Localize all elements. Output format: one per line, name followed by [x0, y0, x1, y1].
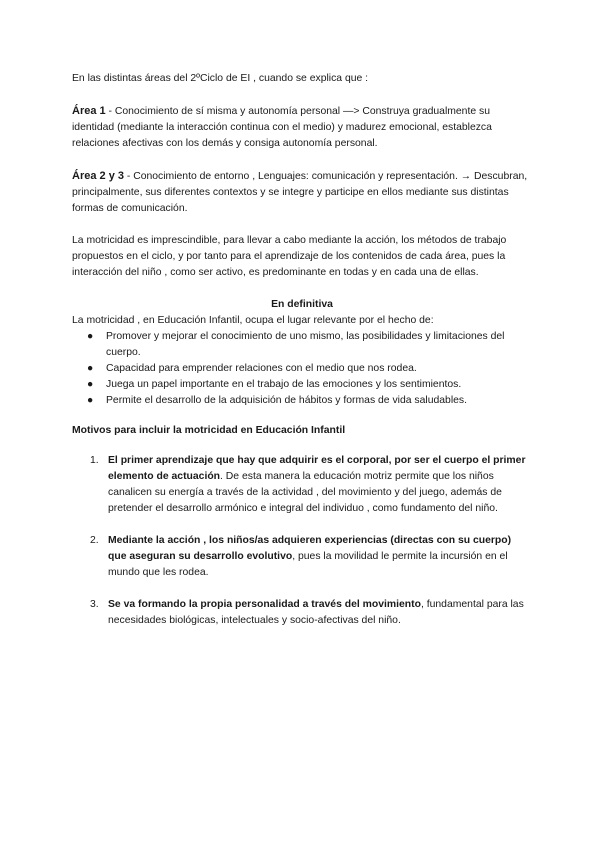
item-number: 3. [90, 599, 99, 610]
area-2-3-text: - Conocimiento de entorno , Lenguajes: comunicación y representación. → Descubran, principalmente, sus diferentes contextos y se integre y participe en ellos mediante sus distintas formas de comunicación. [72, 171, 528, 214]
motricidad-paragraph: La motricidad es imprescindible, para llevar a cabo mediante la acción, los métodos de trabajo propuestos en el ciclo, y por tanto para el aprendizaje de los contenidos de cada área, pues la interacción del niño , como ser activo, es predominante en todas y en cada una de ellas. [72, 235, 507, 278]
item-text: . De esta manera la educación motriz permite que los niños canalicen su energía a través de la actividad , del movimiento y del juego, además de pretender el desarrollo armónico e integral del individuo , como fundamento del niño. [108, 471, 502, 514]
bullet-icon: ● [87, 379, 94, 390]
item-bold-text: Mediante la acción , los niños/as adquieren experiencias (directas con su cuerpo) que aseguran su desarrollo evolutivo [108, 535, 512, 562]
list-item-text: Capacidad para emprender relaciones con el medio que nos rodea. [106, 363, 417, 374]
area-1-paragraph [72, 103, 532, 152]
item-bold-text: El primer aprendizaje que hay que adquirir es el corporal, por ser el cuerpo el primer elemento de actuación [108, 455, 526, 482]
definitiva-bullet-list [72, 329, 532, 409]
list-item [72, 453, 532, 517]
list-item [72, 329, 532, 361]
list-item-text: Promover y mejorar el conocimiento de uno mismo, las posibilidades y limitaciones del cuerpo. [106, 331, 505, 358]
motivos-heading: Motivos para incluir la motricidad en Educación Infantil [72, 425, 346, 436]
item-bold-text: Se va formando la propia personalidad a través del movimiento [108, 599, 421, 610]
item-text: , pues la movilidad le permite la incursión en el mundo que les rodea. [108, 551, 508, 578]
list-item-text: Permite el desarrollo de la adquisición de hábitos y formas de vida saludables. [106, 395, 467, 406]
bullet-icon: ● [87, 331, 94, 342]
item-number: 2. [90, 535, 99, 546]
list-item [72, 393, 532, 409]
motivos-numbered-list [72, 453, 532, 629]
list-item [72, 597, 532, 629]
list-item [72, 377, 532, 393]
bullet-icon: ● [87, 363, 94, 374]
item-text: , fundamental para las necesidades biológicas, intelectuales y socio-afectivas del niño. [108, 599, 524, 626]
item-number: 1. [90, 455, 99, 466]
area-2-3-label: Área 2 y 3 [72, 170, 124, 182]
area-2-3-paragraph [72, 168, 532, 217]
list-item [72, 533, 532, 581]
en-definitiva-heading: En definitiva [271, 299, 333, 310]
document-page [72, 71, 532, 645]
area-1-label: Área 1 [72, 105, 106, 117]
list-item-text: Juega un papel importante en el trabajo de las emociones y los sentimientos. [106, 379, 462, 390]
list-item [72, 361, 532, 377]
bullet-icon: ● [87, 395, 94, 406]
intro-text: En las distintas áreas del 2ºCiclo de EI , cuando se explica que : [72, 73, 369, 84]
definitiva-lead: La motricidad , en Educación Infantil, ocupa el lugar relevante por el hecho de: [72, 315, 434, 326]
area-1-text: - Conocimiento de sí misma y autonomía personal —> Construya gradualmente su identidad (mediante la interacción continua con el medio) y madurez emocional, establezca relaciones afectivas con los demás y consiga autonomía personal. [72, 106, 492, 149]
